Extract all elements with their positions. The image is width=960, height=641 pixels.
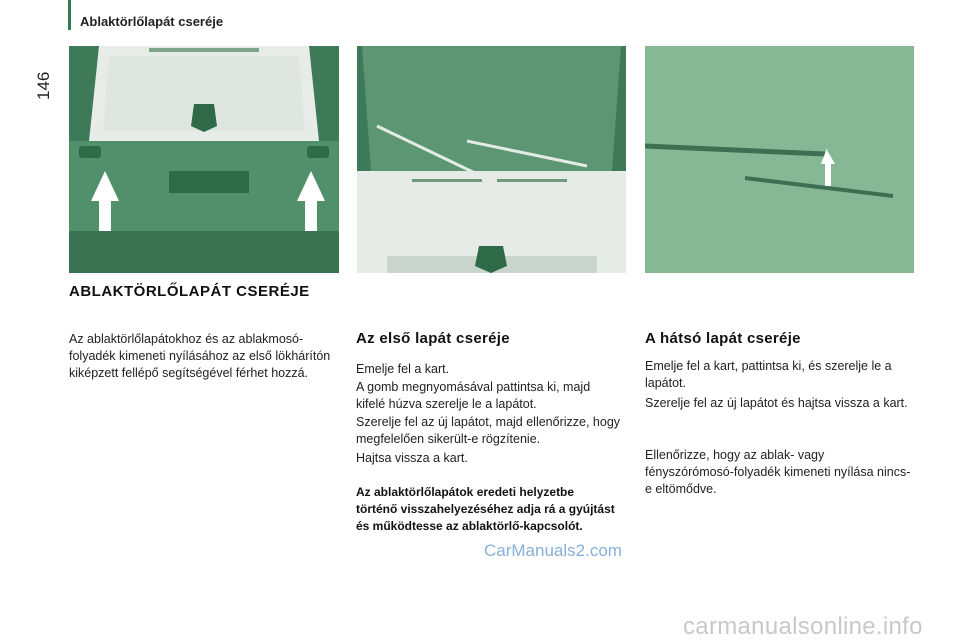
- front-wiper-drawing: [357, 46, 626, 273]
- illustration-front-wipers: [357, 46, 626, 273]
- rear-step-3: Ellenőrizze, hogy az ablak- vagy fényszórómosó-folyadék kimeneti nyílása nincs-e eltömődve.: [645, 448, 911, 496]
- front-section-title: Az első lapát cseréje: [356, 330, 510, 347]
- rear-section-title: A hátsó lapát cseréje: [645, 330, 801, 347]
- front-bumper-drawing: [69, 46, 339, 273]
- watermark-carmanuals2: CarManuals2.com: [484, 541, 622, 560]
- rear-step-2: Szerelje fel az új lapátot és hajtsa vissza a kart.: [645, 396, 908, 410]
- front-step-1: Emelje fel a kart.: [356, 362, 450, 376]
- front-step-3: Szerelje fel az új lapátot, majd ellenőrizze, hogy megfelelően sikerült-e rögzítenie.: [356, 415, 621, 446]
- illustration-rear-wiper: [645, 46, 914, 273]
- front-step-2: A gomb megnyomásával pattintsa ki, majd kifelé húzva szerelje le a lapátot.: [356, 380, 591, 411]
- front-step-4: Hajtsa vissza a kart.: [356, 451, 468, 465]
- page-number-wrap: [34, 72, 54, 102]
- rear-step-1: Emelje fel a kart, pattintsa ki, és szerelje le a lapátot.: [645, 359, 892, 390]
- front-note: Az ablaktörlőlapátok eredeti helyzetbe történő visszahelyezéséhez adja rá a gyújtást és működtesse az ablaktörlő-kapcsolót.: [356, 485, 615, 533]
- watermark-carmanualsonline: carmanualsonline.info: [683, 613, 923, 640]
- page-number: 146: [34, 71, 53, 100]
- illustration-front-bumper: [69, 46, 339, 273]
- intro-paragraph: Az ablaktörlőlapátokhoz és az ablakmosó-folyadék kimeneti nyílásához az első lökhárítón kiképzett fellépő segítségével férhet hozzá.: [69, 332, 331, 380]
- section-header: Ablaktörlőlapát cseréje: [80, 14, 224, 29]
- rear-wiper-drawing: [645, 46, 914, 273]
- page-title: ABLAKTÖRLŐLAPÁT CSERÉJE: [69, 283, 310, 300]
- section-accent-bar: [68, 0, 71, 30]
